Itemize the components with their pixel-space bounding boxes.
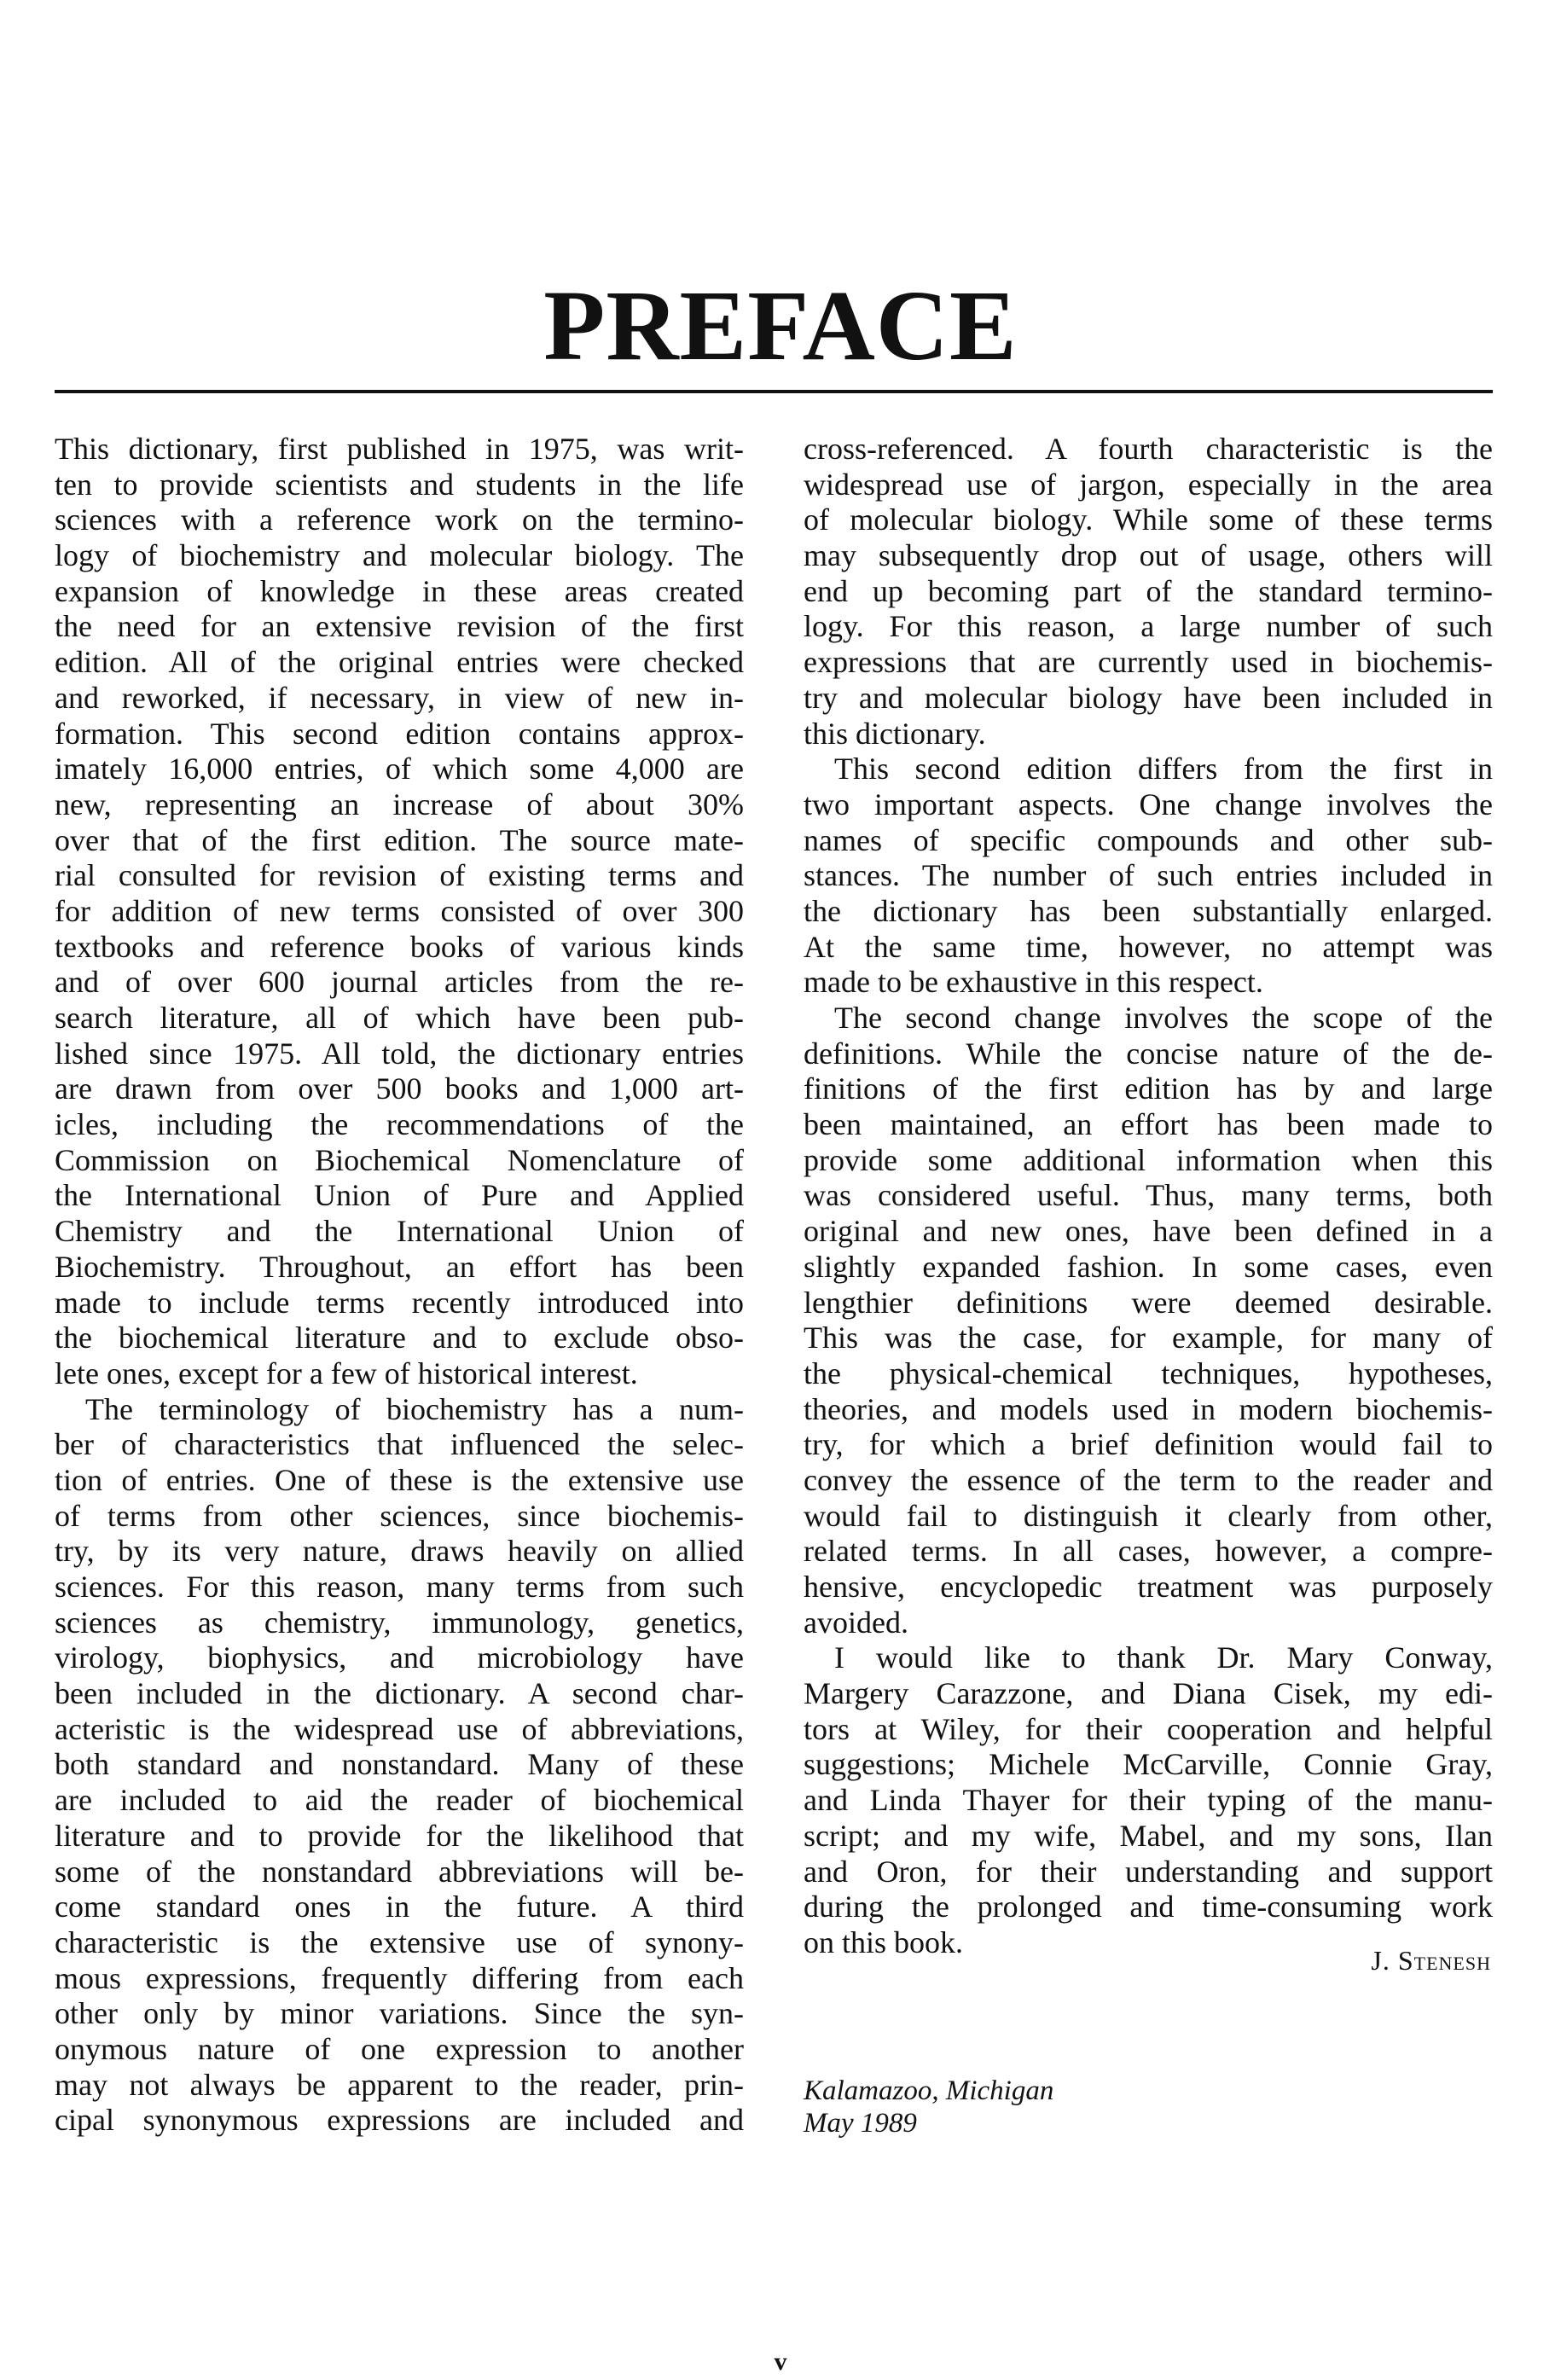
page-number: v	[774, 2348, 787, 2376]
text-line: during the prolonged and time-consuming work	[804, 1889, 1493, 1924]
text-line: some of the nonstandard abbreviations will be-	[55, 1854, 744, 1889]
date: May 1989	[804, 2108, 917, 2139]
text-line: logy. For this reason, a large number of such	[804, 609, 1493, 644]
text-line: the need for an extensive revision of the first	[55, 609, 744, 644]
text-line: try and molecular biology have been included in	[804, 680, 1493, 715]
text-line: this dictionary.	[804, 716, 986, 751]
text-line: onymous nature of one expression to another	[55, 2031, 744, 2066]
text-line: avoided.	[804, 1605, 908, 1640]
text-line: suggestions; Michele McCarville, Connie Gray,	[804, 1747, 1493, 1782]
text-line: was considered useful. Thus, many terms, both	[804, 1178, 1493, 1213]
text-line: Commission on Biochemical Nomenclature of	[55, 1142, 744, 1177]
author-signature: J. Stenesh	[1371, 1945, 1491, 1976]
text-line: for addition of new terms consisted of over 300	[55, 893, 744, 928]
text-line: stances. The number of such entries included in	[804, 858, 1493, 893]
text-line: names of specific compounds and other sub-	[804, 822, 1493, 857]
text-line: formation. This second edition contains approx-	[55, 716, 744, 751]
text-line: ten to provide scientists and students in the life	[55, 467, 744, 502]
place: Kalamazoo, Michigan	[804, 2075, 1054, 2106]
text-line: rial consulted for revision of existing terms and	[55, 858, 744, 893]
text-line: and of over 600 journal articles from the re-	[55, 965, 744, 1000]
text-line: lished since 1975. All told, the dictionary entries	[55, 1036, 744, 1071]
text-line: the dictionary has been substantially enlarged.	[804, 893, 1493, 928]
text-line: the physical-chemical techniques, hypotheses,	[804, 1355, 1493, 1390]
page-title: PREFACE	[543, 270, 1018, 381]
text-line: would fail to distinguish it clearly from other,	[804, 1498, 1493, 1533]
text-line: sciences. For this reason, many terms from such	[55, 1570, 744, 1604]
text-line: original and new ones, have been defined in a	[804, 1214, 1493, 1249]
text-line: acteristic is the widespread use of abbreviations,	[55, 1711, 744, 1746]
text-line: and Linda Thayer for their typing of the manu-	[804, 1783, 1493, 1818]
title-rule	[55, 390, 1493, 393]
text-line: mous expressions, frequently differing from each	[55, 1960, 744, 1995]
text-line: cross-referenced. A fourth characteristic is the	[804, 432, 1493, 466]
text-line: ber of characteristics that influenced the selec-	[55, 1427, 744, 1462]
text-line: convey the essence of the term to the reader and	[804, 1462, 1493, 1497]
text-line: provide some additional information when this	[804, 1142, 1493, 1177]
text-line: lengthier definitions were deemed desirable.	[804, 1285, 1493, 1320]
place-and-date	[804, 2075, 1053, 2139]
text-line: This dictionary, first published in 1975, was writ-	[55, 432, 744, 466]
text-line: At the same time, however, no attempt was	[804, 929, 1493, 964]
text-line: This second edition differs from the first in	[834, 752, 1493, 787]
text-line: been maintained, an effort has been made to	[804, 1107, 1493, 1142]
text-line: Chemistry and the International Union of	[55, 1214, 744, 1249]
text-line: of terms from other sciences, since biochemis-	[55, 1498, 744, 1533]
text-line: I would like to thank Dr. Mary Conway,	[834, 1640, 1493, 1675]
right-column	[804, 432, 1493, 1961]
text-line: cipal synonymous expressions are included and	[55, 2103, 744, 2138]
text-line: over that of the first edition. The source mate-	[55, 822, 744, 857]
text-line: literature and to provide for the likelihood that	[55, 1818, 744, 1853]
text-line: characteristic is the extensive use of synony-	[55, 1924, 744, 1959]
text-line: two important aspects. One change involves the	[804, 787, 1493, 821]
text-line: tion of entries. One of these is the extensive use	[55, 1462, 744, 1497]
text-line: may not always be apparent to the reader, prin-	[55, 2067, 744, 2102]
text-line: are drawn from over 500 books and 1,000 art-	[55, 1071, 744, 1106]
text-line: theories, and models used in modern biochemis-	[804, 1391, 1493, 1426]
text-line: try, by its very nature, draws heavily on allied	[55, 1534, 744, 1569]
text-line: the biochemical literature and to exclude obso-	[55, 1321, 744, 1355]
text-line: the International Union of Pure and Applied	[55, 1178, 744, 1213]
text-line: end up becoming part of the standard termino-	[804, 573, 1493, 608]
text-line: expansion of knowledge in these areas created	[55, 573, 744, 608]
text-line: Margery Carazzone, and Diana Cisek, my edi-	[804, 1676, 1493, 1711]
text-line: and reworked, if necessary, in view of new in-	[55, 680, 744, 715]
text-line: This was the case, for example, for many of	[804, 1321, 1493, 1355]
text-line: sciences with a reference work on the termino-	[55, 502, 744, 537]
text-line: of molecular biology. While some of these terms	[804, 502, 1493, 537]
text-line: related terms. In all cases, however, a compre-	[804, 1534, 1493, 1569]
text-line: made to be exhaustive in this respect.	[804, 965, 1263, 1000]
text-line: script; and my wife, Mabel, and my sons, Ilan	[804, 1818, 1493, 1853]
text-line: lete ones, except for a few of historical interest.	[55, 1355, 638, 1390]
text-line: both standard and nonstandard. Many of these	[55, 1747, 744, 1782]
left-column	[55, 432, 744, 2139]
text-line: definitions. While the concise nature of the de-	[804, 1036, 1493, 1071]
text-line: on this book.	[804, 1924, 964, 1959]
text-line: textbooks and reference books of various kinds	[55, 929, 744, 964]
text-line: been included in the dictionary. A second char-	[55, 1676, 744, 1711]
text-line: The terminology of biochemistry has a num-	[85, 1391, 744, 1426]
text-line: search literature, all of which have been pub-	[55, 1001, 744, 1035]
text-line: new, representing an increase of about 30%	[55, 787, 744, 821]
text-line: icles, including the recommendations of the	[55, 1107, 744, 1142]
text-line: tors at Wiley, for their cooperation and helpful	[804, 1711, 1493, 1746]
text-line: may subsequently drop out of usage, others will	[804, 538, 1493, 573]
text-line: edition. All of the original entries were checked	[55, 645, 744, 680]
text-line: made to include terms recently introduced into	[55, 1285, 744, 1320]
text-line: virology, biophysics, and microbiology have	[55, 1640, 744, 1675]
text-line: and Oron, for their understanding and support	[804, 1854, 1493, 1889]
text-line: sciences as chemistry, immunology, genetics,	[55, 1605, 744, 1640]
text-line: expressions that are currently used in biochemis-	[804, 645, 1493, 680]
text-line: widespread use of jargon, especially in the area	[804, 467, 1493, 502]
text-line: The second change involves the scope of the	[834, 1001, 1493, 1035]
text-line: slightly expanded fashion. In some cases, even	[804, 1249, 1493, 1284]
text-line: logy of biochemistry and molecular biology. The	[55, 538, 744, 573]
text-line: imately 16,000 entries, of which some 4,000 are	[55, 752, 744, 787]
text-line: other only by minor variations. Since the syn-	[55, 1996, 744, 2031]
text-line: hensive, encyclopedic treatment was purposely	[804, 1570, 1493, 1604]
text-line: Biochemistry. Throughout, an effort has been	[55, 1249, 744, 1284]
text-line: try, for which a brief definition would fail to	[804, 1427, 1493, 1462]
text-line: come standard ones in the future. A third	[55, 1889, 744, 1924]
text-line: finitions of the first edition has by and large	[804, 1071, 1493, 1106]
text-line: are included to aid the reader of biochemical	[55, 1783, 744, 1818]
